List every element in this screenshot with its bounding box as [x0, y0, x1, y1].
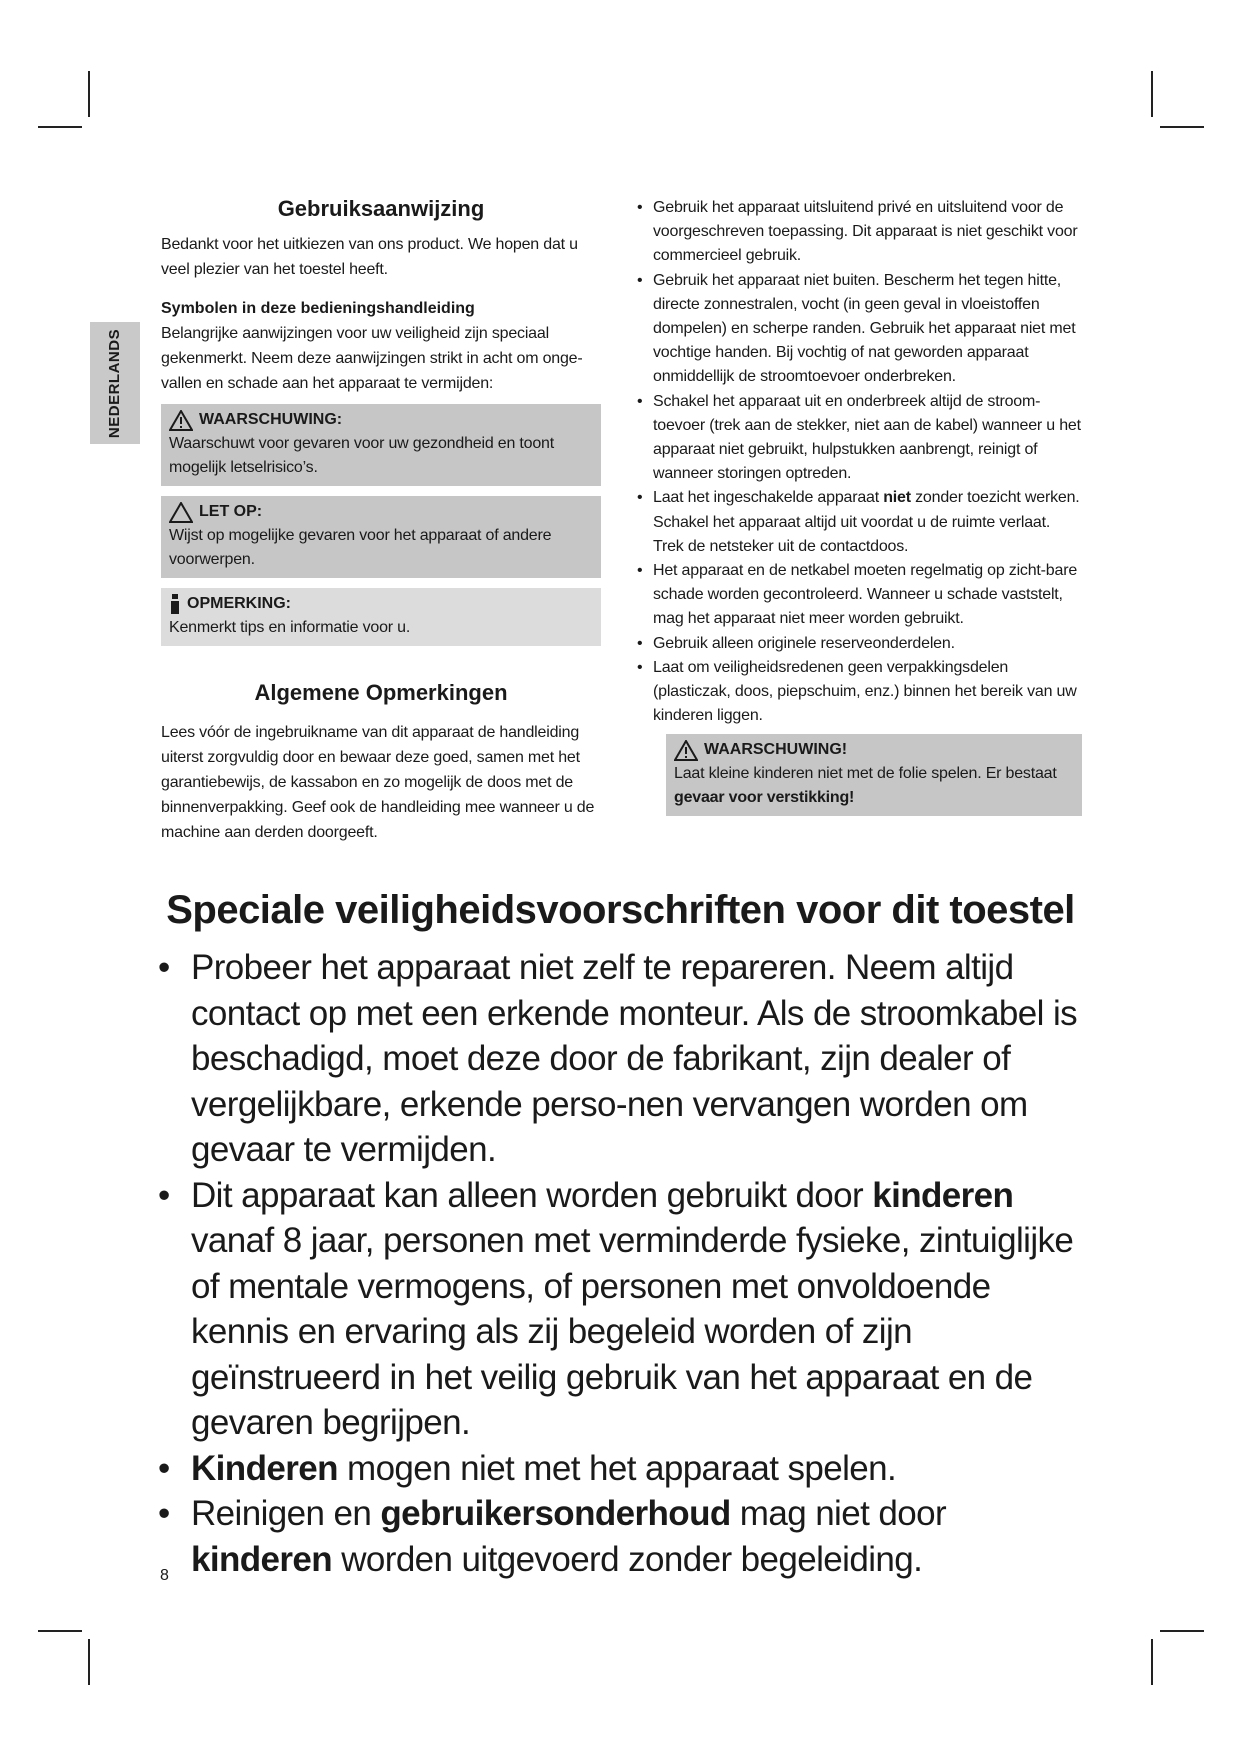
symbols-text: Belangrijke aanwijzingen voor uw veiligheid zijn speciaal gekenmerkt. Neem deze aanwijzingen strikt in acht om onge-vallen en schade aan het apparaat te vermijden:: [161, 325, 583, 392]
list-item: • Gebruik het apparaat uitsluitend privé en uitsluitend voor de voorgeschreven toepassing. Dit apparaat is niet geschikt voor commercieel gebruik.: [630, 196, 1082, 269]
general-title: Algemene Opmerkingen: [254, 680, 508, 705]
special-safety-title: Speciale veiligheidsvoorschriften voor dit toestel: [166, 888, 1075, 932]
list-item: • Laat het ingeschakelde apparaat niet zonder toezicht werken. Schakel het apparaat altijd uit voordat u de ruimte verlaat. Trek de netsteker uit de contactdoos.: [630, 486, 1082, 559]
warning-triangle-icon: [169, 410, 193, 431]
warning-title: WAARSCHUWING:: [199, 411, 343, 428]
note-text: Kenmerkt tips en informatie voor u.: [169, 619, 411, 636]
list-item: • Laat om veiligheidsredenen geen verpakkingsdelen (plasticzak, doos, piepschuim, enz.) binnen het bereik van uw kinderen liggen.: [630, 656, 1082, 729]
crop-mark: [1151, 71, 1153, 117]
caution-title: LET OP:: [199, 503, 263, 520]
crop-mark: [38, 1630, 82, 1632]
list-item: • Het apparaat en de netkabel moeten regelmatig op zicht-bare schade worden gecontroleerd. Wanneer u schade vaststelt, mag het apparaat niet meer worden gebruikt.: [630, 559, 1082, 632]
crop-mark: [38, 126, 82, 128]
crop-mark: [1151, 1639, 1153, 1685]
list-item: • Gebruik het apparaat niet buiten. Bescherm het tegen hitte, directe zonnestralen, vocht (in geen geval in vloeistoffen dompelen) en scherpe randen. Gebruik het apparaat niet met vochtige handen. Bij vochtig of nat geworden apparaat onmiddellijk de stroomtoevoer onderbreken.: [630, 269, 1082, 390]
symbols-heading: Symbolen in deze bedieningshandleiding: [161, 300, 475, 317]
language-tab-label: NEDERLANDS: [106, 328, 124, 438]
section-title: Gebruiksaanwijzing: [277, 196, 485, 221]
list-item: • Probeer het apparaat niet zelf te repareren. Neem altijd contact op met een erkende monteur. Als de stroomkabel is beschadigd, moet deze door de fabrikant, zijn dealer of vergelijkbare, erkende perso-nen vervangen worden om gevaar te vermijden.: [156, 945, 1086, 1173]
warning-box: [666, 734, 1082, 816]
list-item: • Kinderen mogen niet met het apparaat spelen.: [156, 1446, 1086, 1492]
crop-mark: [1160, 1630, 1204, 1632]
list-item: • Gebruik alleen originele reserveonderdelen.: [630, 632, 1082, 656]
warning-title: WAARSCHUWING!: [704, 741, 848, 759]
warning-box: [161, 404, 601, 486]
list-item: • Reinigen en gebruikersonderhoud mag niet door kinderen worden uitgevoerd zonder begeleiding.: [156, 1491, 1086, 1582]
crop-mark: [88, 1639, 90, 1685]
caution-text: Wijst op mogelijke gevaren voor het apparaat of andere voorwerpen.: [169, 527, 552, 568]
intro-text: Bedankt voor het uitkiezen van ons product. We hopen dat u veel plezier van het toestel heeft.: [161, 236, 578, 278]
info-icon: [169, 593, 181, 615]
crop-mark: [1160, 126, 1204, 128]
note-title: OPMERKING:: [187, 595, 291, 612]
special-safety-list: [156, 945, 1086, 1582]
list-item: • Schakel het apparaat uit en onderbreek altijd de stroom-toevoer (trek aan de stekker, niet aan de kabel) wanneer u het apparaat niet gebruikt, hulpstukken aanbrengt, reinigt of wanneer storingen optreden.: [630, 390, 1082, 487]
caution-box: [161, 496, 601, 578]
list-item: • Dit apparaat kan alleen worden gebruikt door kinderen vanaf 8 jaar, personen met verminderde fysieke, zintuiglijke of mentale vermogens, of personen met onvoldoende kennis en ervaring als zij begeleid worden of zijn geïnstrueerd in het veilig gebruik van het apparaat en de gevaren begrijpen.: [156, 1173, 1086, 1446]
warning-text: Laat kleine kinderen niet met de folie spelen. Er bestaat gevaar voor verstikking!: [674, 765, 1057, 807]
left-column: [161, 196, 601, 845]
language-tab: [90, 322, 140, 444]
safety-list: [630, 196, 1082, 728]
page-number: 8: [160, 1567, 169, 1584]
warning-triangle-icon: [169, 502, 193, 523]
note-box: [161, 588, 601, 646]
right-column: [630, 196, 1082, 816]
warning-text: Waarschuwt voor gevaren voor uw gezondheid en toont mogelijk letselrisico’s.: [169, 435, 554, 476]
warning-triangle-icon: [674, 740, 698, 761]
crop-mark: [88, 71, 90, 117]
general-text: Lees vóór de ingebruikname van dit apparaat de handleiding uiterst zorgvuldig door en bewaar deze goed, samen met het garantiebewijs, de kassabon en zo mogelijk de doos met de binnenverpakking. Geef ook de handleiding mee wanneer u de machine aan derden doorgeeft.: [161, 724, 595, 841]
